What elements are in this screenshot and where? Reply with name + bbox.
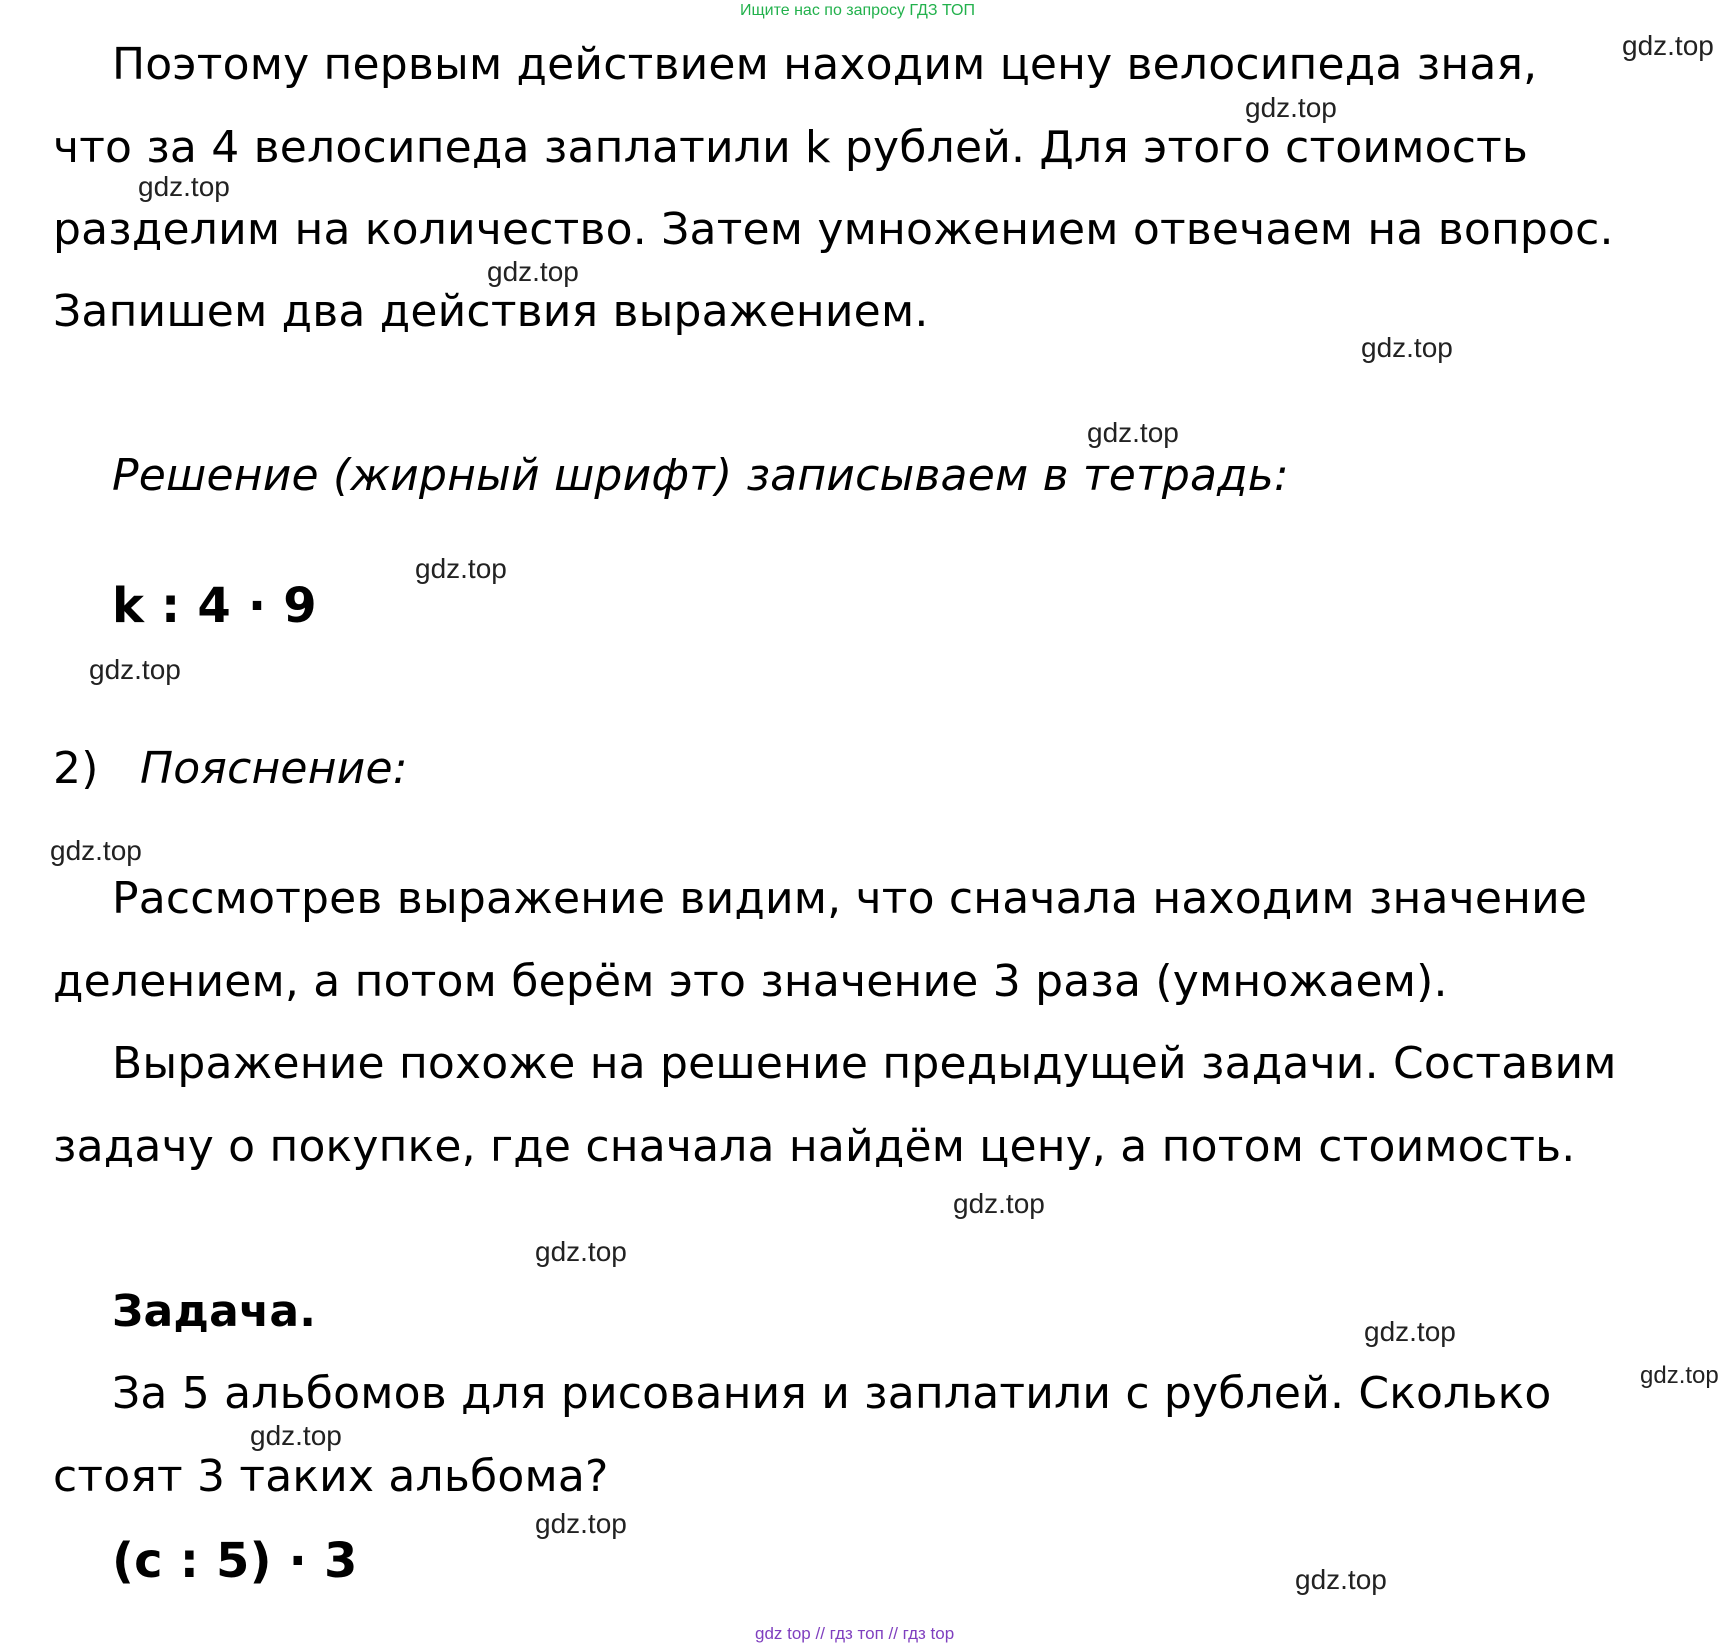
paragraph3-line1: Выражение похоже на решение предыдущей задачи. Составим	[112, 1038, 1617, 1089]
paragraph1-line2: что за 4 велосипеда заплатили k рублей. Для этого стоимость	[53, 122, 1529, 173]
watermark: gdz.top	[50, 835, 142, 866]
watermark: gdz.top	[535, 1508, 627, 1539]
task-line1: За 5 альбомов для рисования и заплатили с рублей. Сколько	[112, 1368, 1552, 1419]
solution-note: Решение (жирный шрифт) записываем в тетрадь:	[112, 450, 1289, 501]
watermark: gdz.top	[535, 1236, 627, 1267]
watermark: gdz.top	[415, 553, 507, 584]
watermark: gdz.top	[1640, 1362, 1719, 1389]
bottom-banner: gdz top // гдз топ // гдз top	[755, 1624, 955, 1643]
top-banner: Ищите нас по запросу ГДЗ ТОП	[740, 2, 975, 19]
paragraph1-line4: Запишем два действия выражением.	[53, 286, 929, 337]
paragraph2-line1: Рассмотрев выражение видим, что сначала находим значение	[112, 873, 1588, 924]
watermark: gdz.top	[250, 1420, 342, 1451]
expression-1: k : 4 · 9	[112, 578, 317, 634]
task-expression: (с : 5) · 3	[112, 1533, 358, 1589]
section2-title: Пояснение:	[140, 743, 408, 794]
watermark: gdz.top	[487, 256, 579, 287]
task-line2: стоят 3 таких альбома?	[53, 1451, 609, 1502]
watermark: gdz.top	[1622, 30, 1714, 61]
watermark: gdz.top	[89, 654, 181, 685]
watermark: gdz.top	[1361, 332, 1453, 363]
paragraph1-line3: разделим на количество. Затем умножением отвечаем на вопрос.	[53, 204, 1614, 255]
paragraph2-line2: делением, а потом берём это значение 3 раза (умножаем).	[53, 956, 1448, 1007]
watermark: gdz.top	[1087, 417, 1179, 448]
watermark: gdz.top	[1364, 1316, 1456, 1347]
watermark: gdz.top	[138, 171, 230, 202]
section2-number: 2)	[53, 743, 99, 794]
paragraph1-line1: Поэтому первым действием находим цену велосипеда зная,	[112, 39, 1538, 90]
paragraph3-line2: задачу о покупке, где сначала найдём цену, а потом стоимость.	[53, 1121, 1576, 1172]
watermark: gdz.top	[1245, 92, 1337, 123]
watermark: gdz.top	[1295, 1564, 1387, 1595]
task-heading: Задача.	[112, 1286, 317, 1337]
watermark: gdz.top	[953, 1188, 1045, 1219]
